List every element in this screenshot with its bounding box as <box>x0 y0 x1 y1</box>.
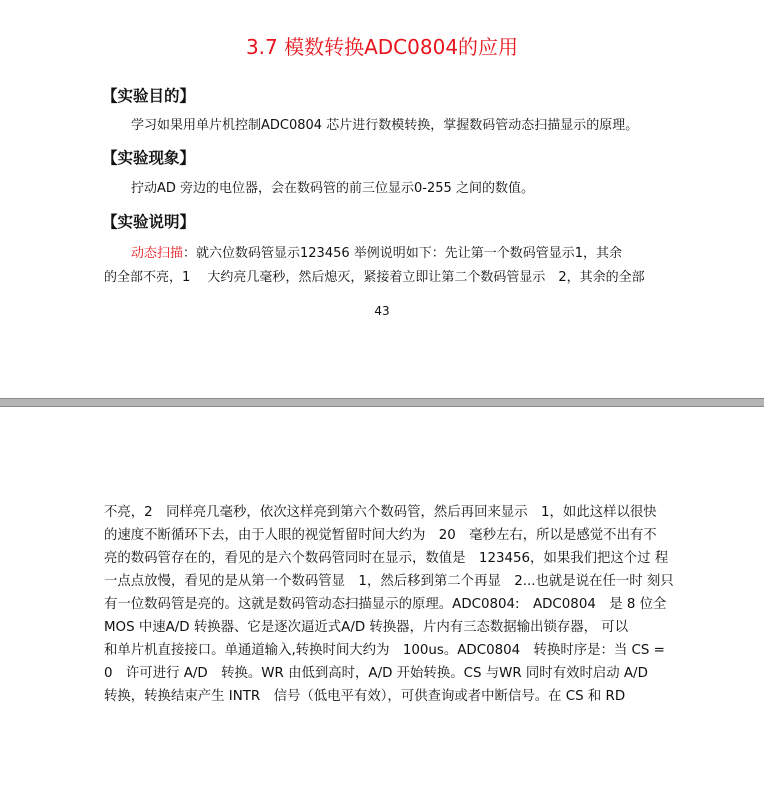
page-number: 43 <box>374 304 390 318</box>
document-page-bottom <box>0 407 764 794</box>
body-line: 的速度不断循环下去，由于人眼的视觉暂留时间大约为 20 毫秒左右，所以是感觉不出有不 <box>104 528 657 543</box>
phenomenon-text: 拧动AD 旁边的电位器，会在数码管的前三位显示0-255 之间的数值。 <box>131 181 534 196</box>
explanation-line-1-text: ：就六位数码管显示123456 举例说明如下：先让第一个数码管显示1，其余 <box>183 246 623 261</box>
section-title: 3.7 模数转换ADC0804的应用 <box>245 35 519 59</box>
body-line: 有一位数码管是亮的。这就是数码管动态扫描显示的原理。ADC0804: ADC0804 是 8 位全 <box>104 597 667 612</box>
body-line: 0 许可进行 A/D 转换。WR 由低到高时，A/D 开始转换。CS 与WR 同时有效时启动 A/D <box>104 666 648 681</box>
page-separator <box>0 398 764 407</box>
body-line: MOS 中速A/D 转换器、它是逐次逼近式A/D 转换器，片内有三态数据输出锁存器， 可以 <box>104 620 629 635</box>
body-line: 和单片机直接接口。单通道输入,转换时间大约为 100us。ADC0804 转换时序是：当 CS = <box>104 643 665 658</box>
heading-phenomenon: 【实验现象】 <box>102 149 196 167</box>
explanation-line-2: 的全部不亮，1 大约亮几毫秒，然后熄灭，紧接着立即让第二个数码管显示 2，其余的全部 <box>104 270 645 285</box>
heading-purpose: 【实验目的】 <box>102 87 196 105</box>
body-line: 不亮，2 同样亮几毫秒，依次这样亮到第六个数码管，然后再回来显示 1，如此这样以很快 <box>104 505 657 520</box>
body-line: 一点点放慢，看见的是从第一个数码管显 1，然后移到第二个再显 2...也就是说在任一时 刻只 <box>104 574 674 589</box>
body-line: 转换，转换结束产生 INTR 信号（低电平有效），可供查询或者中断信号。在 CS 和 RD <box>104 689 626 704</box>
purpose-text: 学习如果用单片机控制ADC0804 芯片进行数模转换，掌握数码管动态扫描显示的原理。 <box>131 118 639 133</box>
dynamic-scan-highlight: 动态扫描 <box>131 246 184 261</box>
body-line: 亮的数码管存在的，看见的是六个数码管同时在显示，数值是 123456，如果我们把这个过 程 <box>104 551 669 566</box>
explanation-line-1 <box>131 243 622 265</box>
heading-explanation: 【实验说明】 <box>102 213 196 231</box>
